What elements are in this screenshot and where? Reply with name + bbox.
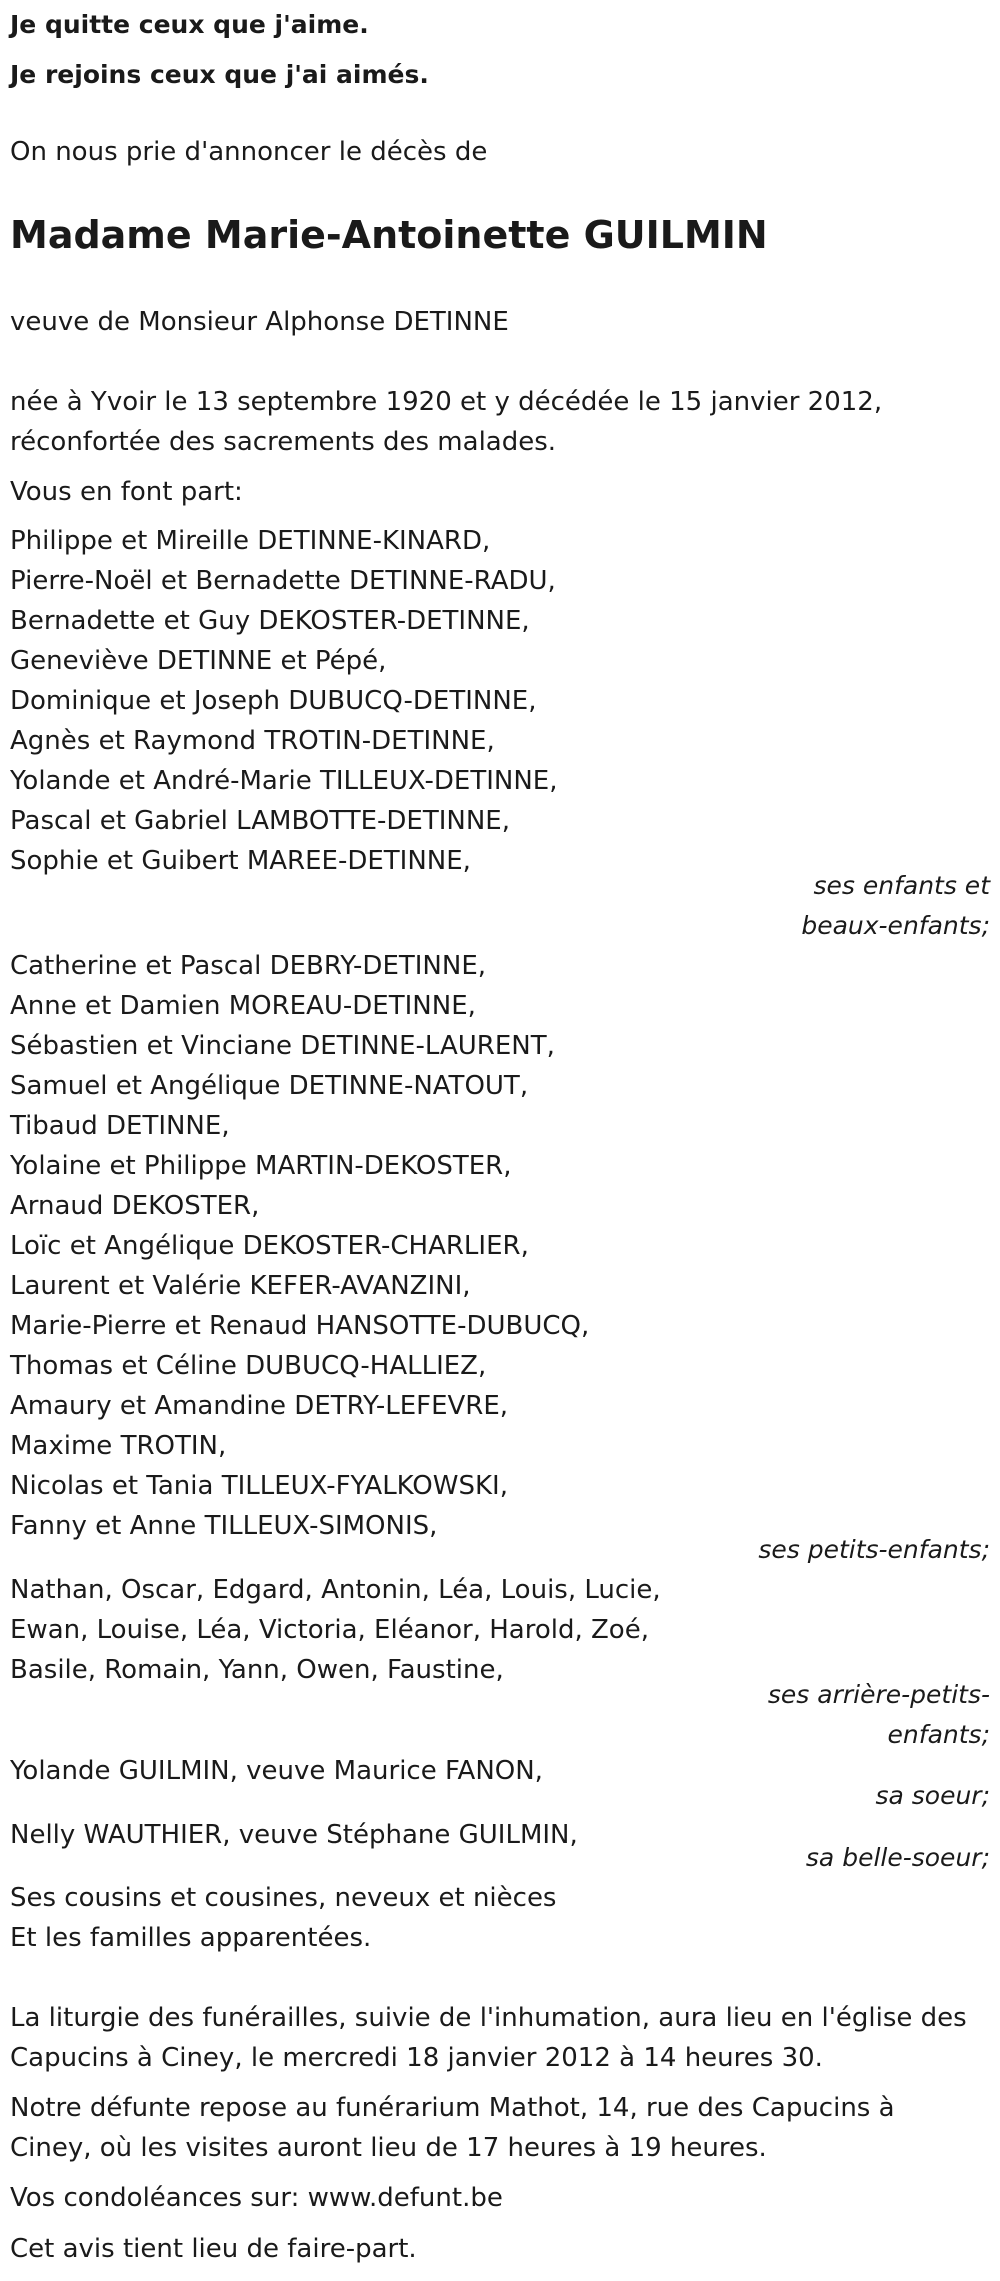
great-grandchildren-role-line-1: ses arrière-petits- <box>767 1680 990 1709</box>
list-item: Marie-Pierre et Renaud HANSOTTE-DUBUCQ, <box>10 1311 590 1341</box>
list-item: Agnès et Raymond TROTIN-DETINNE, <box>10 726 495 756</box>
list-item: Catherine et Pascal DEBRY-DETINNE, <box>10 951 487 981</box>
liturgy-line-2: Capucins à Ciney, le mercredi 18 janvier 2012 à 14 heures 30. <box>10 2043 823 2073</box>
quote-line-2: Je rejoins ceux que j'ai aimés. <box>10 60 429 89</box>
list-item: Basile, Romain, Yann, Owen, Faustine, <box>10 1655 504 1685</box>
great-grandchildren-role-line-2: enfants; <box>887 1720 990 1749</box>
list-item: Maxime TROTIN, <box>10 1431 227 1461</box>
list-item: Tibaud DETINNE, <box>10 1111 230 1141</box>
list-item: Yolande et André-Marie TILLEUX-DETINNE, <box>10 766 558 796</box>
list-item: Pierre-Noël et Bernadette DETINNE-RADU, <box>10 566 556 596</box>
children-role <box>670 866 990 946</box>
liturgy-line-1: La liturgie des funérailles, suivie de l'inhumation, aura lieu en l'église des <box>10 2003 967 2033</box>
list-item: Arnaud DEKOSTER, <box>10 1191 260 1221</box>
closing-text: Cet avis tient lieu de faire-part. <box>10 2234 417 2264</box>
birth-death-line-2: réconfortée des sacrements des malades. <box>10 427 557 457</box>
list-item: Yolaine et Philippe MARTIN-DEKOSTER, <box>10 1151 512 1181</box>
birth-death-line-1: née à Yvoir le 13 septembre 1920 et y décédée le 15 janvier 2012, <box>10 387 883 417</box>
grandchildren-role: ses petits-enfants; <box>758 1535 990 1564</box>
list-item: Amaury et Amandine DETRY-LEFEVRE, <box>10 1391 509 1421</box>
intro-text: On nous prie d'annoncer le décès de <box>10 137 488 167</box>
condolences-text: Vos condoléances sur: www.defunt.be <box>10 2183 503 2213</box>
list-item: Anne et Damien MOREAU-DETINNE, <box>10 991 476 1021</box>
list-item: Ewan, Louise, Léa, Victoria, Eléanor, Harold, Zoé, <box>10 1615 649 1645</box>
sister-in-law-role: sa belle-soeur; <box>805 1843 990 1872</box>
list-item: Samuel et Angélique DETINNE-NATOUT, <box>10 1071 529 1101</box>
list-item: Fanny et Anne TILLEUX-SIMONIS, <box>10 1511 438 1541</box>
children-role-line-2: beaux-enfants; <box>801 911 990 940</box>
funerarium-line-1: Notre défunte repose au funérarium Mathot, 14, rue des Capucins à <box>10 2093 895 2123</box>
great-grandchildren-role <box>670 1675 990 1755</box>
children-role-line-1: ses enfants et <box>813 871 990 900</box>
families-text: Et les familles apparentées. <box>10 1923 372 1953</box>
list-item: Thomas et Céline DUBUCQ-HALLIEZ, <box>10 1351 487 1381</box>
sister-in-law-text: Nelly WAUTHIER, veuve Stéphane GUILMIN, <box>10 1820 578 1850</box>
list-item: Bernadette et Guy DEKOSTER-DETINNE, <box>10 606 530 636</box>
list-item: Laurent et Valérie KEFER-AVANZINI, <box>10 1271 471 1301</box>
deceased-name: Madame Marie-Antoinette GUILMIN <box>10 213 768 257</box>
list-item: Nicolas et Tania TILLEUX-FYALKOWSKI, <box>10 1471 508 1501</box>
sister-text: Yolande GUILMIN, veuve Maurice FANON, <box>10 1756 543 1786</box>
list-item: Sophie et Guibert MAREE-DETINNE, <box>10 846 471 876</box>
list-item: Sébastien et Vinciane DETINNE-LAURENT, <box>10 1031 555 1061</box>
list-item: Geneviève DETINNE et Pépé, <box>10 646 387 676</box>
grandchildren-list <box>10 946 589 1546</box>
funerarium-line-2: Ciney, où les visites auront lieu de 17 heures à 19 heures. <box>10 2133 767 2163</box>
announce-text: Vous en font part: <box>10 477 243 507</box>
quote-line-1: Je quitte ceux que j'aime. <box>10 10 369 39</box>
list-item: Nathan, Oscar, Edgard, Antonin, Léa, Louis, Lucie, <box>10 1575 661 1605</box>
sister-role: sa soeur; <box>875 1781 990 1810</box>
great-grandchildren-list <box>10 1570 661 1690</box>
list-item: Dominique et Joseph DUBUCQ-DETINNE, <box>10 686 537 716</box>
widow-of-text: veuve de Monsieur Alphonse DETINNE <box>10 307 509 337</box>
list-item: Pascal et Gabriel LAMBOTTE-DETINNE, <box>10 806 510 836</box>
children-list <box>10 521 557 881</box>
cousins-text: Ses cousins et cousines, neveux et nièces <box>10 1883 557 1913</box>
list-item: Loïc et Angélique DEKOSTER-CHARLIER, <box>10 1231 529 1261</box>
list-item: Philippe et Mireille DETINNE-KINARD, <box>10 526 491 556</box>
